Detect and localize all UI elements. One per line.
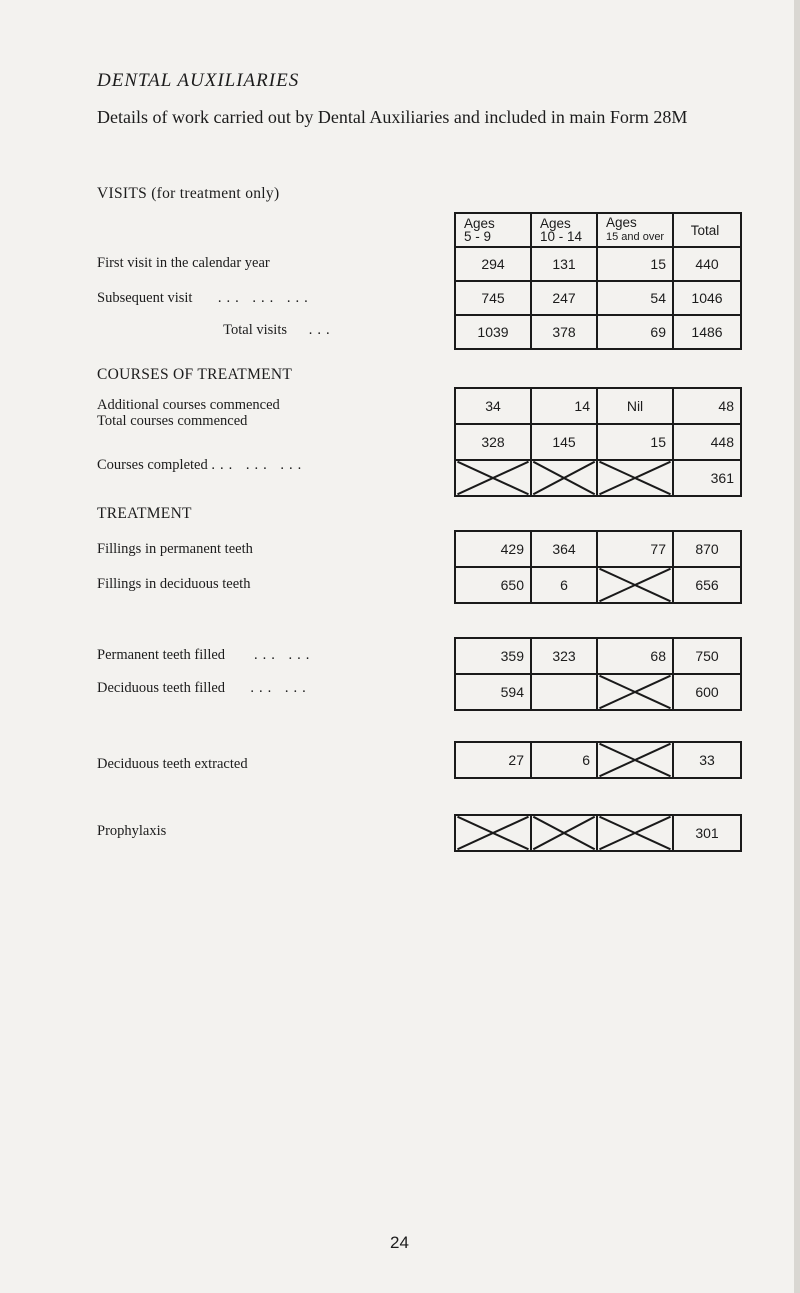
fillings-table <box>454 530 742 604</box>
table-row <box>455 531 741 567</box>
header-ages-5-9: Ages 5 - 9 <box>455 213 531 247</box>
table-cell: 750 <box>673 638 741 674</box>
visits-row-label: First visit in the calendar year <box>97 255 270 271</box>
table-row <box>455 638 741 674</box>
table-cell: 131 <box>531 247 597 281</box>
visits-row-label: Subsequent visit ... ... ... <box>97 290 313 306</box>
table-cell: 364 <box>531 531 597 567</box>
table-cell: 77 <box>597 531 673 567</box>
table-cell: 440 <box>673 247 741 281</box>
visits-row-label: Total visits ... <box>223 322 335 338</box>
table-row <box>455 742 741 778</box>
crossed-out-cell <box>455 815 531 851</box>
table-cell: 48 <box>673 388 741 424</box>
table-row <box>455 815 741 851</box>
table-row <box>455 460 741 496</box>
table-cell <box>531 674 597 710</box>
crossed-out-cell <box>531 815 597 851</box>
header-ages-10-14: Ages 10 - 14 <box>531 213 597 247</box>
crossed-out-cell <box>597 742 673 778</box>
table-cell: 34 <box>455 388 531 424</box>
table-cell: 15 <box>597 424 673 460</box>
header-total: Total <box>673 213 741 247</box>
filled-table <box>454 637 742 711</box>
courses-row-label: Total courses commenced <box>97 413 248 429</box>
table-cell: 15 <box>597 247 673 281</box>
page-title: DENTAL AUXILIARIES <box>97 70 300 91</box>
table-cell: 145 <box>531 424 597 460</box>
courses-row-label: Additional courses commenced <box>97 397 280 413</box>
table-cell: 301 <box>673 815 741 851</box>
cross-mark-icon <box>532 461 596 495</box>
crossed-out-cell <box>597 567 673 603</box>
treatment-row-label: Fillings in deciduous teeth <box>97 576 251 592</box>
page-number: 24 <box>390 1233 409 1252</box>
courses-heading: COURSES OF TREATMENT <box>97 366 293 383</box>
table-cell: 594 <box>455 674 531 710</box>
table-cell: 294 <box>455 247 531 281</box>
scan-edge <box>794 0 800 1293</box>
crossed-out-cell <box>455 460 531 496</box>
leader-dots: ... ... <box>254 647 315 663</box>
table-cell: 656 <box>673 567 741 603</box>
table-cell: 361 <box>673 460 741 496</box>
table-cell: 429 <box>455 531 531 567</box>
table-row <box>455 674 741 710</box>
table-cell: 600 <box>673 674 741 710</box>
table-row <box>455 424 741 460</box>
table-cell: 69 <box>597 315 673 349</box>
leader-dots: ... <box>308 322 335 338</box>
table-cell: 745 <box>455 281 531 315</box>
table-row <box>455 281 741 315</box>
treatment-row-label: Deciduous teeth extracted <box>97 756 248 772</box>
table-cell: 448 <box>673 424 741 460</box>
table-header-row <box>455 213 741 247</box>
table-cell: 33 <box>673 742 741 778</box>
table-cell: 6 <box>531 742 597 778</box>
table-cell: 1039 <box>455 315 531 349</box>
leader-dots: ... ... ... <box>211 457 307 473</box>
crossed-out-cell <box>597 674 673 710</box>
table-cell: 378 <box>531 315 597 349</box>
cross-mark-icon <box>598 816 672 850</box>
cross-mark-icon <box>598 743 672 777</box>
visits-heading: VISITS (for treatment only) <box>97 185 280 202</box>
header-ages-15-over: Ages 15 and over <box>597 213 673 247</box>
courses-row-label: Courses completed ... ... ... <box>97 457 307 473</box>
intro-text: Details of work carried out by Dental Auxiliaries and included in main Form 28M <box>97 107 688 127</box>
leader-dots: ... ... <box>250 680 311 696</box>
table-row <box>455 247 741 281</box>
crossed-out-cell <box>597 460 673 496</box>
treatment-row-label: Deciduous teeth filled ... ... <box>97 680 311 696</box>
table-cell: 6 <box>531 567 597 603</box>
treatment-row-label: Prophylaxis <box>97 823 167 839</box>
treatment-heading: TREATMENT <box>97 505 192 522</box>
leader-dots: ... ... ... <box>217 290 313 306</box>
table-row <box>455 388 741 424</box>
crossed-out-cell <box>597 815 673 851</box>
table-cell: 247 <box>531 281 597 315</box>
table-cell: 870 <box>673 531 741 567</box>
table-cell: 68 <box>597 638 673 674</box>
crossed-out-cell <box>531 460 597 496</box>
table-cell: 1046 <box>673 281 741 315</box>
table-row <box>455 567 741 603</box>
prophylaxis-table <box>454 814 742 852</box>
table-cell: 27 <box>455 742 531 778</box>
table-cell: 359 <box>455 638 531 674</box>
table-cell: 323 <box>531 638 597 674</box>
cross-mark-icon <box>598 568 672 602</box>
cross-mark-icon <box>456 816 530 850</box>
table-cell: 54 <box>597 281 673 315</box>
cross-mark-icon <box>532 816 596 850</box>
table-cell: 650 <box>455 567 531 603</box>
table-cell: Nil <box>597 388 673 424</box>
visits-table <box>454 212 742 350</box>
table-cell: 14 <box>531 388 597 424</box>
table-row <box>455 315 741 349</box>
cross-mark-icon <box>598 675 672 709</box>
treatment-row-label: Permanent teeth filled ... ... <box>97 647 315 663</box>
treatment-row-label: Fillings in permanent teeth <box>97 541 253 557</box>
table-cell: 1486 <box>673 315 741 349</box>
extracted-table <box>454 741 742 779</box>
cross-mark-icon <box>598 461 672 495</box>
table-cell: 328 <box>455 424 531 460</box>
courses-table <box>454 387 742 497</box>
cross-mark-icon <box>456 461 530 495</box>
